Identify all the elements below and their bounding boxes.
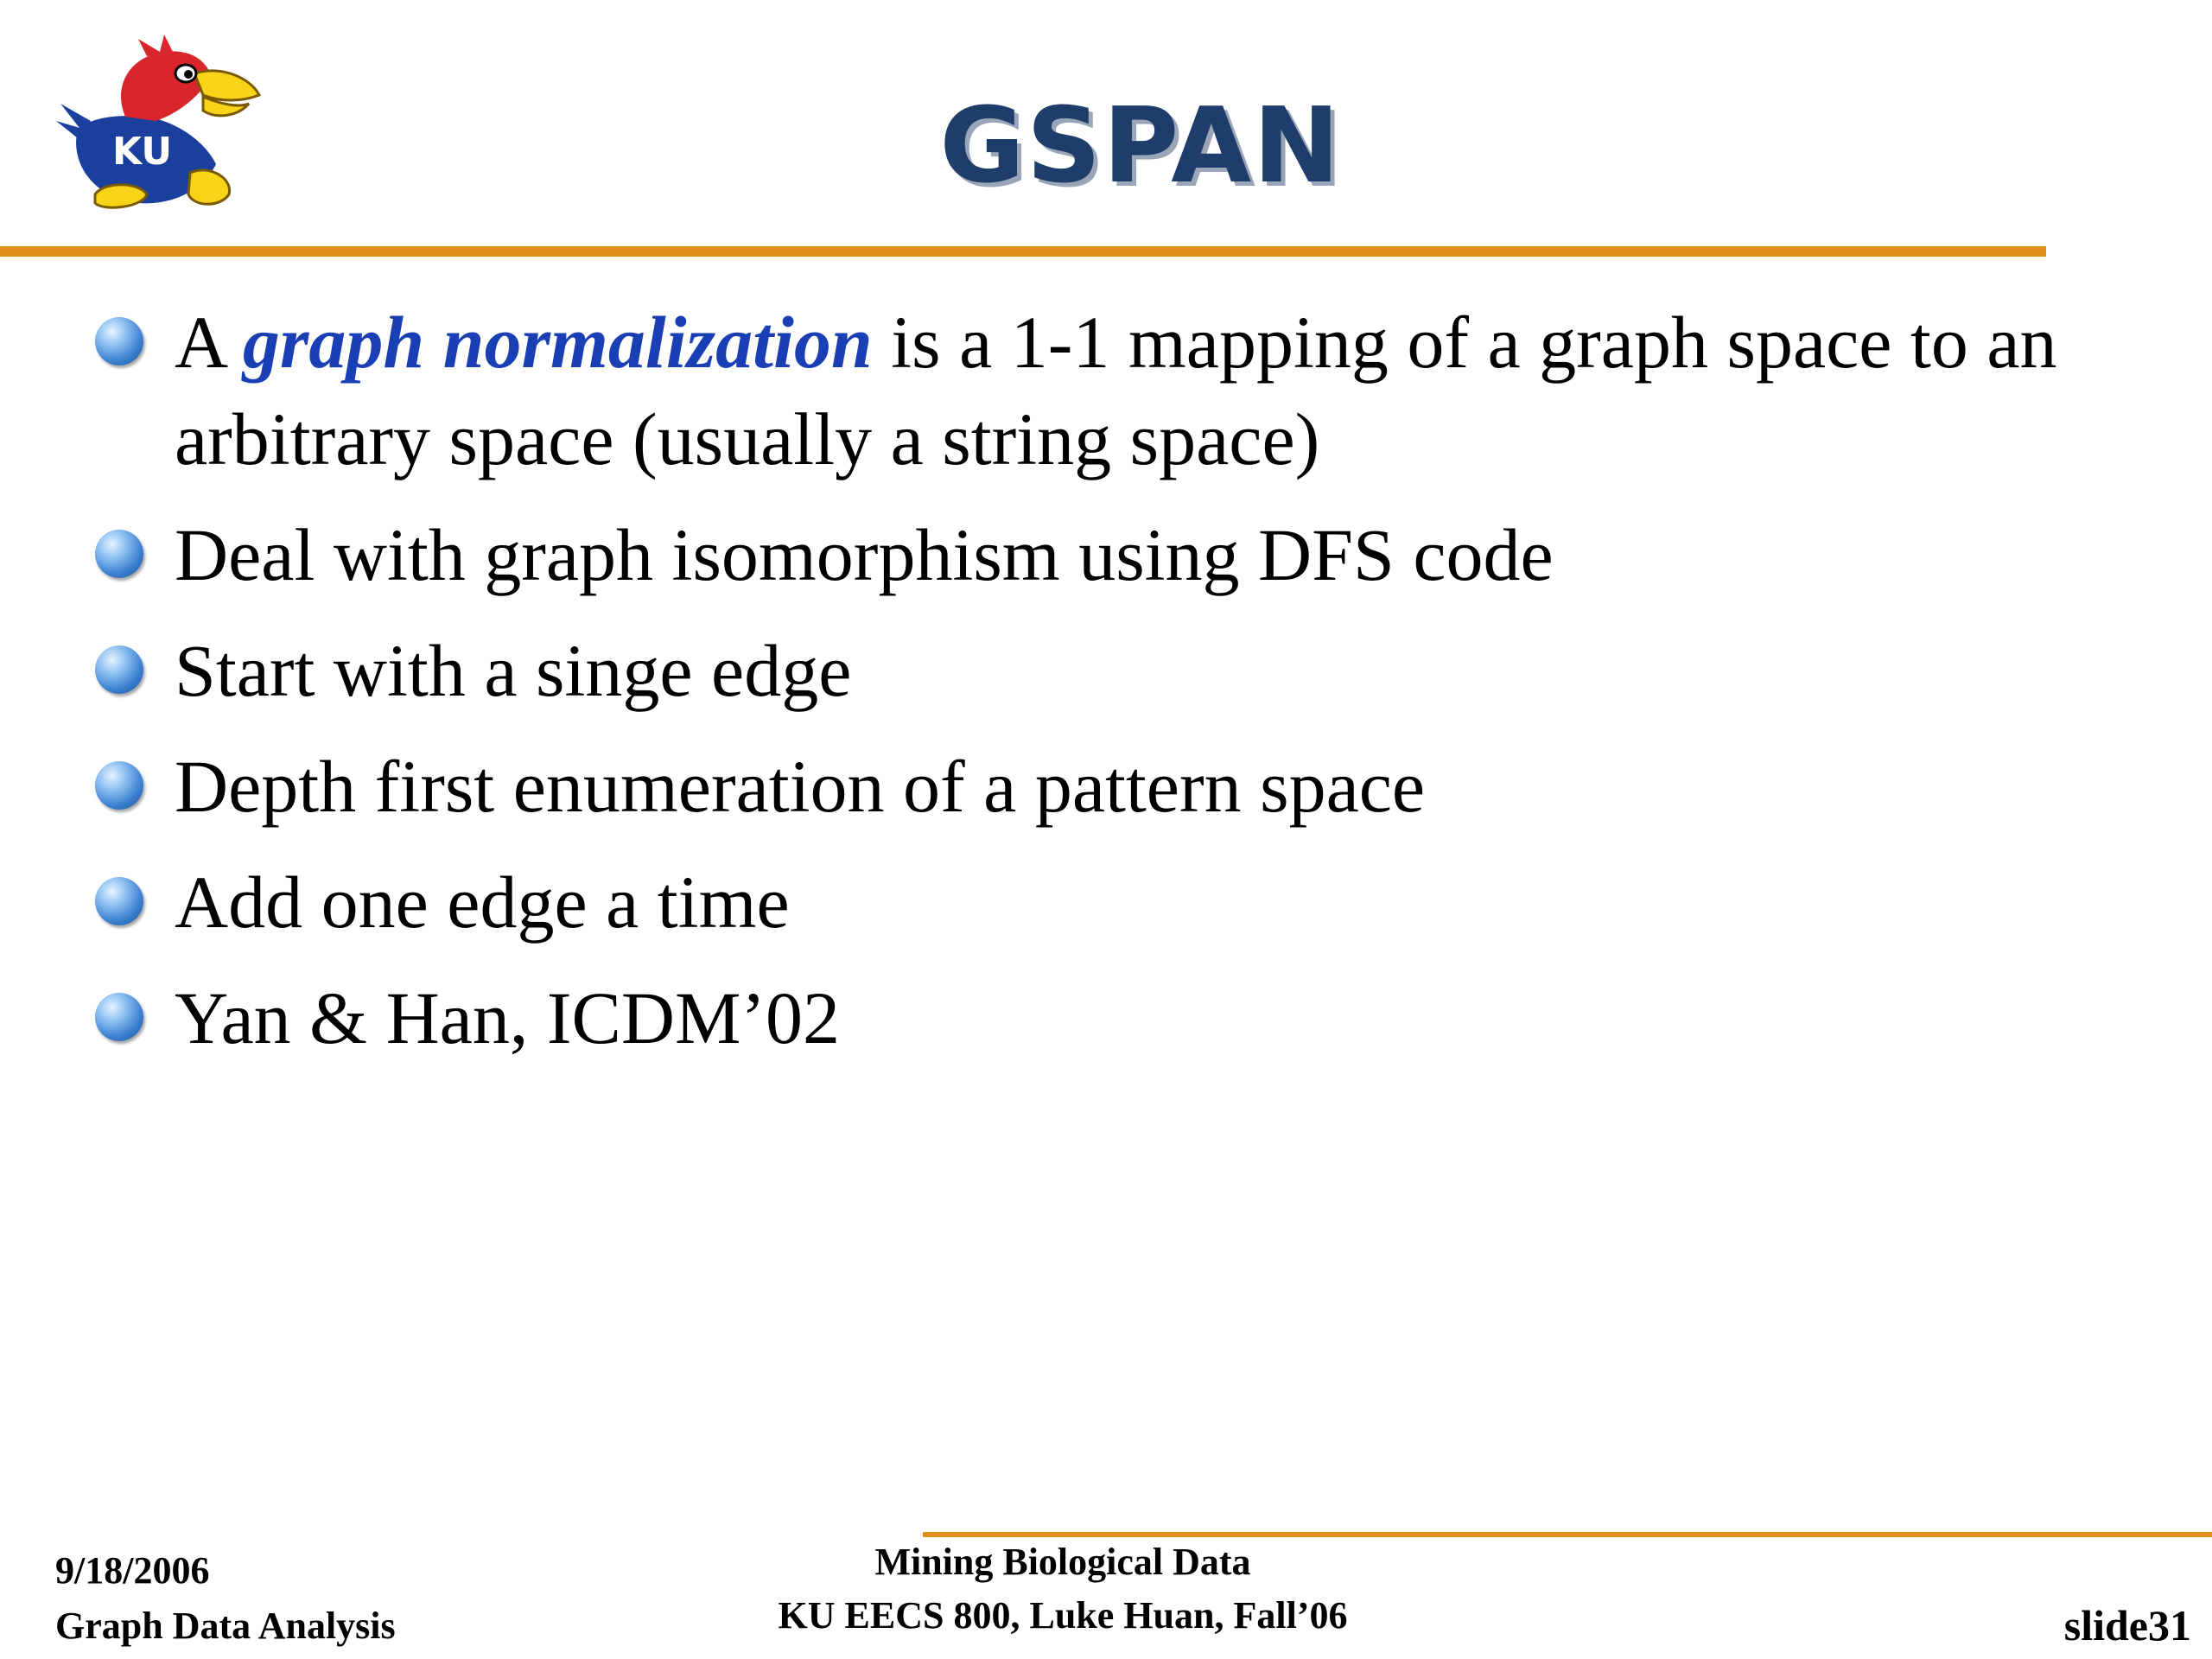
bullet-item bbox=[95, 622, 2108, 719]
bullet-list bbox=[95, 294, 2108, 1085]
bullet-text: Yan & Han, ICDM’02 bbox=[175, 976, 841, 1059]
bullet-text: Start with a singe edge bbox=[175, 629, 852, 712]
bullet-item bbox=[95, 969, 2108, 1066]
logo-ku-text: KU bbox=[112, 130, 173, 174]
bullet-emphasis: graph normalization bbox=[242, 301, 873, 384]
footer-divider bbox=[923, 1532, 2212, 1537]
footer-course-title: Mining Biological Data bbox=[874, 1541, 1251, 1583]
bullet-item bbox=[95, 738, 2108, 835]
bullet-icon bbox=[95, 645, 143, 694]
footer-topic: Graph Data Analysis bbox=[55, 1605, 396, 1647]
slide-title: GSPAN bbox=[939, 86, 1342, 207]
bullet-item bbox=[95, 854, 2108, 950]
bullet-text: Deal with graph isomorphism using DFS code bbox=[175, 513, 1554, 596]
bullet-icon bbox=[95, 530, 143, 578]
bullet-text-prefix: A bbox=[175, 301, 243, 384]
bullet-icon bbox=[95, 877, 143, 925]
bullet-icon bbox=[95, 317, 143, 365]
bullet-text: Depth first enumeration of a pattern space bbox=[175, 745, 1426, 828]
bullet-icon bbox=[95, 993, 143, 1041]
title-divider bbox=[0, 246, 2046, 257]
bullet-text-suffix: is a 1-1 mapping of a graph space to an arbitrary space (usually a string space) bbox=[175, 301, 2057, 480]
slide-number: slide31 bbox=[2063, 1601, 2191, 1649]
footer-course-info: KU EECS 800, Luke Huan, Fall’06 bbox=[778, 1594, 1348, 1637]
footer-date: 9/18/2006 bbox=[55, 1549, 210, 1592]
bullet-item bbox=[95, 294, 2108, 487]
bullet-item bbox=[95, 506, 2108, 603]
bullet-text: Add one edge a time bbox=[175, 861, 790, 944]
bullet-icon bbox=[95, 761, 143, 810]
